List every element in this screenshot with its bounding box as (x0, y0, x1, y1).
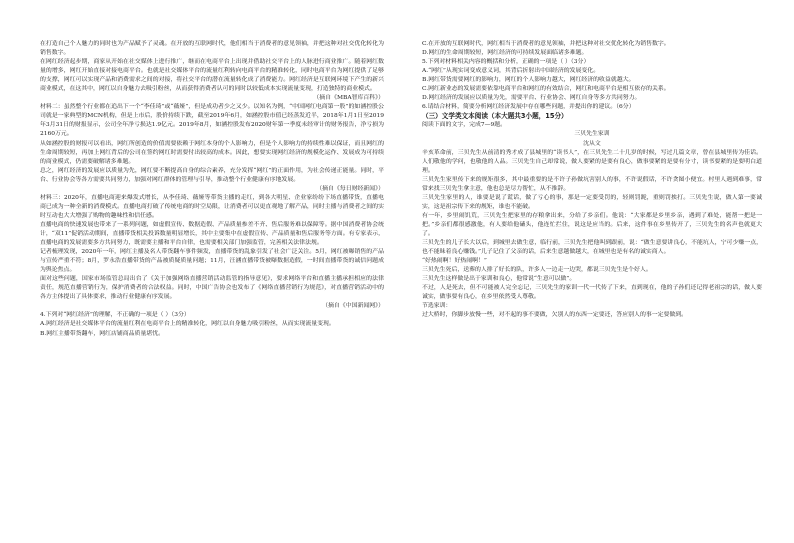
question-4-option-d: D.网红的生命周期较短，网红经济的可持续发展面临诸多难题。 (422, 50, 588, 57)
story-author: 沈从文 (583, 140, 601, 147)
left-column (40, 40, 384, 339)
story-paragraph: 节选家训： (422, 303, 452, 310)
question-5-option-b: B.网红带货需要网红的影响力，网红的个人影响力越大，网红经济的收益就越大。 (422, 77, 635, 84)
paragraph: 总之，网红经济的发展应以质量为先，网红要不断提高自身的综合素养，充分发挥“网红”的正面作用，为社会传递正能量。同时，平台、行业协会等各方需要共同努力，加强对网红群体的管理与引导，推动整个行业健康有序地发展。 (40, 167, 384, 183)
question-5-option-a: A.“网红”从现实词变成意义词，其背后折射出中国经济的发展变化。 (422, 68, 600, 75)
story-title: 三贝先生家训 (574, 131, 610, 138)
story-paragraph: 三贝先生家里的人，谁要是说了谎话，做了亏心的事，那是一定要受罚的，轻则罚跪，重则罚挨打。三贝先生说，做人第一要诚实，这是祖宗传下来的规矩，谁也不能破。 (422, 194, 762, 210)
section-heading: （三）文学类文本阅读（本大题共3小题，15分） (422, 112, 568, 121)
paragraph: 从如涵控股的财报可以看出，网红所创造的价值需要依赖于网红本身的个人影响力，但是个人影响力的持续性难以保证，而且网红的生命周期较短，再加上网红背后的公司在签约网红时需要付出较高的成本。因此，想要实现网红经济的规模化运作、发展成为可持续的商业模式，仍需要破解诸多难题。 (40, 140, 384, 165)
story-paragraph: 辛亥革命前，三贝先生从前清的秀才成了县城里的“读书人”，在三贝先生二十几岁的时候，写过几篇文章，曾在县城里传为佳话。人们敬他的学问，也敬他的人品。三贝先生自己却常说，做人要紧的是要有良心，做事要紧的是要有分寸，读书要紧的是要明白道理。 (422, 149, 762, 174)
question-4-option-a: A.网红经济是社交媒体平台的流量红利在电商平台上的精准转化，网红以自身魅力吸引粉丝，从而实现流量变现。 (40, 321, 335, 328)
material-2: 材料二：虽然整个行业都在追出下一个“李佳琦”或“薇娅”，但是成功者少之又少。以知名为例，“中国网红电商第一股”的如涵控股公司就是一家典型的MCN机构，但是上市后，股价持续下跌，截至2019年6月，如涵控股市值已经蒸发近半，2018年1月1日至2019年3月31日的财报显示，公司全年净亏损达1.9亿元。2019年8月，如涵控股发布2020财年第一季度未经审计的财务报告，净亏损为2160万元。 (40, 104, 384, 138)
citation: （摘自《MBA智库百科》） (313, 95, 384, 102)
question-4-option-c: C.在开放的互联网时代，网红相当于消费者的意见领袖，并把这种对社交优化转化为销售数字。 (422, 41, 670, 47)
story-paragraph: 三贝先生的儿子长大以后，到城里去做生意，临行前，三贝先生把他叫到跟前，说：“做生意要讲良心，不能坑人，宁可少赚一点，也不能昧着良心赚钱。”儿子记住了父亲的话，后来生意越做越大，在城里也是有名的诚实商人。 (422, 240, 762, 256)
story-quote: “好热闹啊！好热闹啊！” (422, 258, 487, 265)
section-intro: 阅读下面的文字，完成7—9题。 (422, 122, 507, 129)
citation: （摘自《中国新闻网》） (322, 303, 384, 310)
paragraph: 记者梳理发现，2020年一年，网红主播及名人带货翻车事件频发，直播带货的乱象引发了社会广泛关注。5月，网红被曝销售的产品与宣传严重不符；8月，罗永浩直播带货的产品被质疑质量问题；11月，汪涵直播带货被曝数据造假，一时间直播带货的诚信问题成为舆论焦点。 (40, 249, 384, 274)
question-5-option-c: C.网红新业态的发展需要依靠电商平台和网红的有效结合，网红和电商平台是相互依存的关系。 (422, 86, 670, 93)
story-paragraph: 三贝先生死后，送葬的人排了好长的队，许多人一边走一边哭，都说三贝先生是个好人。 (422, 267, 652, 274)
citation: （摘自《每日财经新闻》） (316, 185, 384, 192)
question-5-option-d: D.网红经济的发展应以质量为先，需要平台、行业协会、网红自身等多方共同努力。 (422, 95, 641, 102)
paragraph: 面对这些问题，国家市场监管总局出台了《关于加强网络直播营销活动监管的指导意见》，要求网络平台和直播主播承担相应的法律责任，规范直播营销行为，保护消费者的合法权益。同时，中国广告协会也发布了《网络直播营销行为规范》，对直播营销活动中的各方主体提出了具体要求，推动行业健康有序发展。 (40, 276, 384, 301)
story-paragraph: 过大桥时，你脚步放慢一些，对不起的事不要做，欠别人的东西一定要还，答应别人的事一定要做到。 (422, 312, 688, 319)
story-paragraph: 有一年，乡里闹饥荒，三贝先生把家里的存粮拿出来，分给了乡亲们。他说：“大家都是乡里乡亲，遇到了难处，能帮一把是一把。”乡亲们都很感激他，有人要给他磕头，他连忙拦住，说这是应当的。后来，这件事在乡里传开了，三贝先生的名声也就更大了。 (422, 212, 762, 237)
material-3: 材料三：2020年，直播电商迎来爆发式增长，从李佳琦、薇娅等带货主播的走红，到各大明星、企业家纷纷下场直播带货，直播电商已成为一种全新的消费模式。直播电商打破了传统电商的时空局限，让消费者可以更直观地了解产品，同时主播与消费者之间的实时互动也大大增强了购物的趣味性和信任感。 (40, 194, 384, 219)
question-4: 4.下列对“网红经济”的理解，不正确的一项是（ ）（3分） (40, 312, 190, 319)
paragraph: 在网红经济起步期，商家从开始在社交媒体上进行推广，继而在电商平台上出现并借助社交平台上的人脉进行商业推广。随着网红数量的增多，网红开始直接对接电商平台。也就是社交媒体平台的流量红利转向电商平台的精准转化，同时电商平台为网红提供了足够的支撑，网红可以实现产品和消费需求之间的对接，将社交平台的潜在流量转化成了消费能力。网红经济是互联网环境下产生的新兴商业模式，在这其中，网红以自身魅力去吸引粉丝，从而获得消费者认可的同时以较低成本实现流量变现，打造独特的商业模式。 (40, 59, 384, 93)
question-6: 6.请结合材料，简要分析网红经济发展中存在哪些问题，并提出你的建议。（6分） (422, 104, 635, 111)
question-4-option-b: B.网红主播带货翻车，网红店铺商品质量堪忧。 (40, 330, 165, 337)
paragraph: 在打造自己个人魅力的同时也为产品赋予了灵魂。在开放的互联网时代，他们相当于消费者的意见领袖，并把这种对社交优化转化为销售数字。 (40, 41, 384, 57)
story-paragraph: 三贝先生这样做是出于家训和良心，他常说“生意可以做”。 (422, 276, 576, 283)
story-paragraph: 三贝先生家里传下来的规矩很多，其中最重要的是不许子孙做坑害别人的事，不许说假话，不许贪图小便宜。村里人遇到难事，常常来找三贝先生拿主意，他也总是尽力帮忙，从不推辞。 (422, 176, 762, 192)
story-paragraph: 不过，人是死去，但不可能被人完全忘记，三贝先生的家训一代一代传了下来，直到现在，他的子孙们还记得老祖宗的话，做人要诚实，做事要有良心，在乡里依然受人尊敬。 (422, 285, 762, 301)
paragraph: 直播电商的快速发展也带来了一系列问题，如虚假宣传、数据造假、产品质量参差不齐、售后服务难以保障等。据中国消费者协会统计，“双11”促销活动期间，直播带货相关投诉数量明显增长，其中主要集中在虚假宣传、产品质量和售后服务等方面。有专家表示，直播电商的发展需要多方共同努力，既需要主播和平台自律，也需要相关部门加强监管，完善相关法律法规。 (40, 221, 384, 247)
question-5: 5.下列对材料相关内容的概括和分析，正确的一项是（ ）（3分） (422, 59, 590, 66)
right-column (422, 40, 762, 320)
